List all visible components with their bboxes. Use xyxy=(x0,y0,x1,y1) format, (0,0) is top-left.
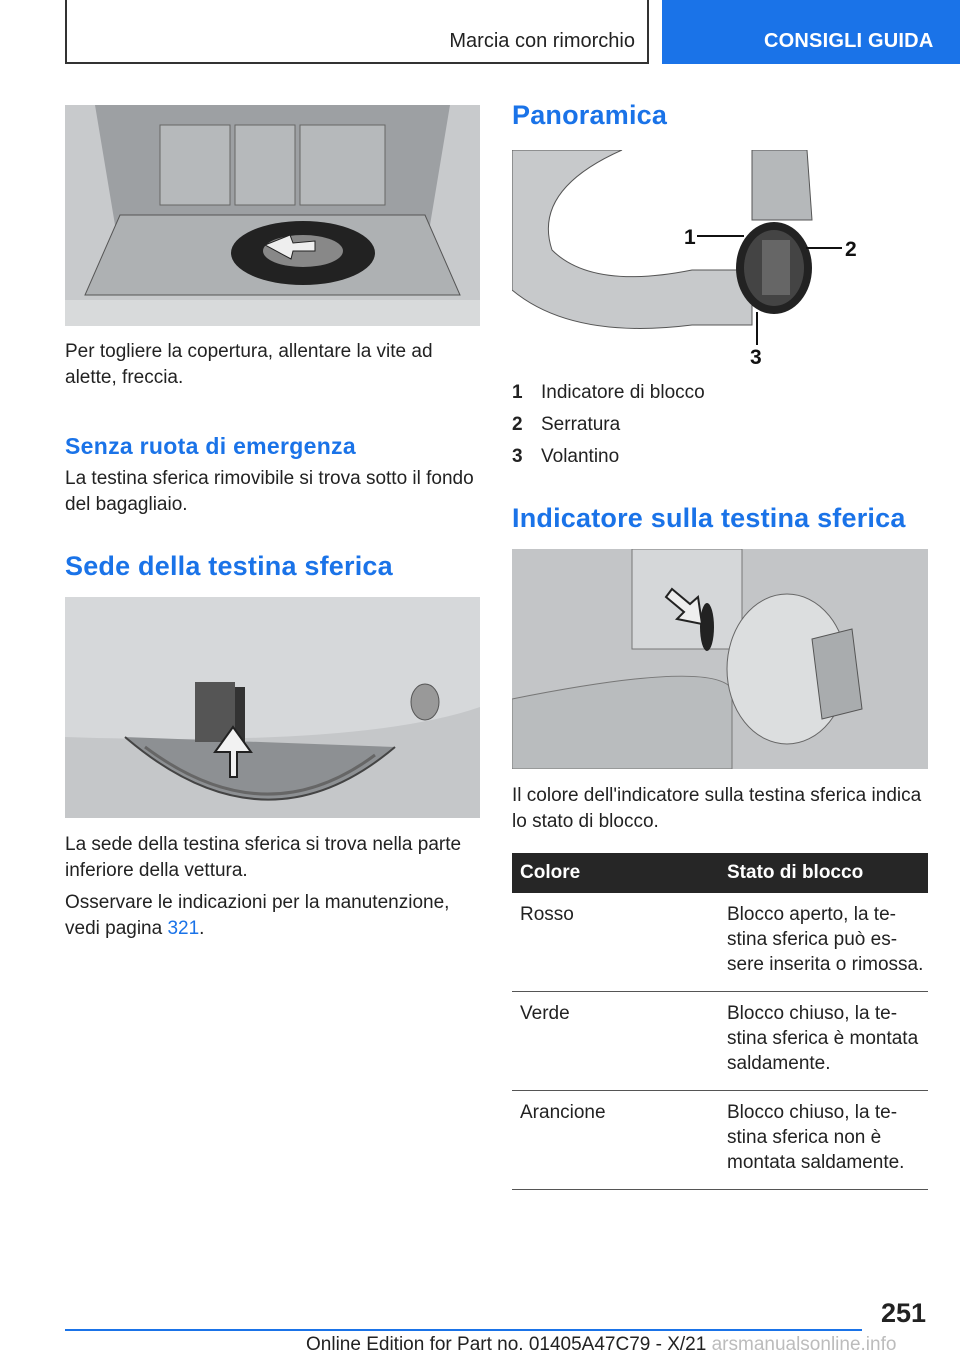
overview-figure xyxy=(512,150,928,372)
maintenance-note xyxy=(65,890,480,942)
table-row xyxy=(512,893,928,992)
legend-item xyxy=(512,441,928,473)
note-text: Osservare le indicazioni per la manutenzione, vedi pagina xyxy=(65,892,450,939)
edition-text: Online Edition for Part no. 01405A47C79 - X/21 xyxy=(306,1334,707,1355)
footer-edition xyxy=(306,1334,896,1356)
cell-colore: Arancione xyxy=(512,1091,719,1190)
trunk-figure xyxy=(65,105,480,326)
footer-rule xyxy=(65,1329,862,1331)
table-row xyxy=(512,992,928,1091)
indicator-figure xyxy=(512,549,928,769)
legend-number: 1 xyxy=(512,382,523,403)
legend-label: Volantino xyxy=(541,446,620,467)
subheading-no-spare: Senza ruota di emergenza xyxy=(65,433,356,459)
legend-label: Indicatore di blocco xyxy=(541,382,705,403)
cell-stato: Blocco chiuso, la te-stina sferica non è montata saldamente. xyxy=(719,1091,928,1190)
text-no-spare: La testina sferica rimovibile si trova sotto il fondo del bagagliaio. xyxy=(65,468,474,515)
legend-number: 2 xyxy=(512,414,523,435)
section-title: Marcia con rimorchio xyxy=(449,30,635,52)
lock-status-table xyxy=(512,853,928,1190)
caption-trunk: Per togliere la copertura, allentare la vite ad alette, freccia. xyxy=(65,341,433,388)
legend-number: 3 xyxy=(512,446,523,467)
column-header-stato: Stato di blocco xyxy=(719,853,928,893)
callout-3: 3 xyxy=(750,346,762,369)
right-column xyxy=(512,100,928,1190)
trunk-illustration xyxy=(65,105,480,326)
legend-label: Serratura xyxy=(541,414,621,435)
left-column xyxy=(65,105,480,942)
tab-consigli-guida[interactable] xyxy=(662,0,960,64)
note-suffix: . xyxy=(199,918,205,939)
tow-ball-overview-illustration xyxy=(512,150,928,372)
table-row xyxy=(512,1091,928,1190)
heading-panoramica: Panoramica xyxy=(512,100,668,130)
underbody-figure xyxy=(65,597,480,818)
callout-1: 1 xyxy=(684,226,696,249)
callout-2: 2 xyxy=(845,238,857,261)
caption-indicator: Il colore dell'indicatore sulla testina sferica indica lo stato di blocco. xyxy=(512,785,922,832)
heading-indicatore: Indicatore sulla testina sferica xyxy=(512,503,906,533)
cell-colore: Rosso xyxy=(512,893,719,992)
header-box xyxy=(65,0,649,64)
caption-underbody: La sede della testina sferica si trova nella parte inferiore della vettura. xyxy=(65,834,462,881)
cell-stato: Blocco aperto, la te-stina sferica può es-sere inserita o rimossa. xyxy=(719,893,928,992)
table-header-row xyxy=(512,853,928,893)
page-link-321[interactable]: 321 xyxy=(167,918,200,939)
cell-colore: Verde xyxy=(512,992,719,1091)
underbody-illustration xyxy=(65,597,480,818)
legend-item xyxy=(512,377,928,409)
column-header-colore: Colore xyxy=(512,853,719,893)
page-number: 251 xyxy=(881,1298,927,1328)
legend-item xyxy=(512,409,928,441)
watermark-text: arsmanualsonline.info xyxy=(711,1334,897,1355)
indicator-illustration xyxy=(512,549,928,769)
legend-list xyxy=(512,377,928,473)
heading-sede: Sede della testina sferica xyxy=(65,551,393,581)
cell-stato: Blocco chiuso, la te-stina sferica è montata saldamente. xyxy=(719,992,928,1091)
tab-label: CONSIGLI GUIDA xyxy=(764,30,934,52)
